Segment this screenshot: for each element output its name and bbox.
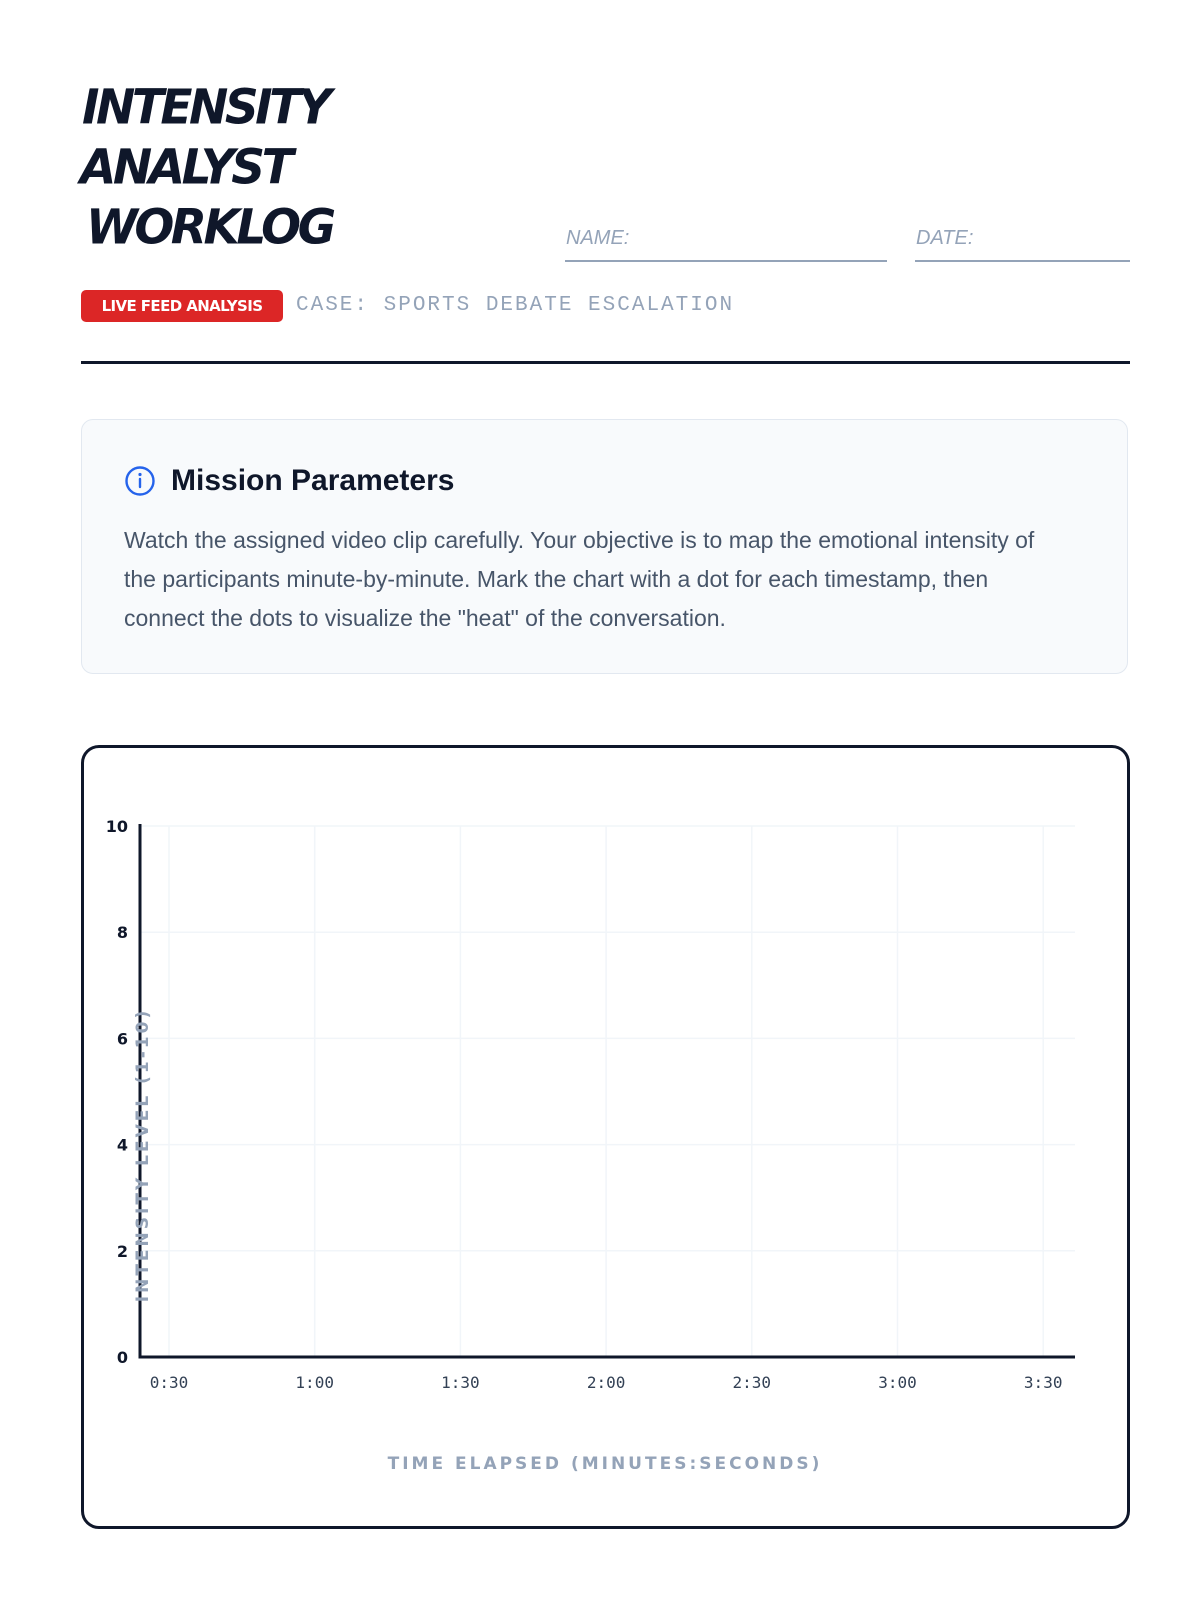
y-tick-label: 2 bbox=[116, 1241, 128, 1261]
x-tick-label: 0:30 bbox=[149, 1373, 189, 1392]
title-line: INTENSITY bbox=[82, 79, 329, 136]
y-tick-label: 8 bbox=[116, 923, 128, 943]
title-line: ANALYST bbox=[80, 139, 291, 196]
name-field[interactable] bbox=[565, 210, 887, 262]
name-label: NAME: bbox=[566, 227, 630, 249]
x-axis-label: TIME ELAPSED (MINUTES:SECONDS) bbox=[387, 1454, 823, 1474]
mission-parameters-box bbox=[81, 419, 1128, 674]
page-title bbox=[82, 78, 333, 258]
mission-title: Mission Parameters bbox=[171, 464, 455, 497]
title-line: WORKLOG bbox=[86, 199, 333, 256]
y-axis-label: INTENSITY LEVEL (1-10) bbox=[133, 1007, 153, 1303]
mission-description: Watch the assigned video clip carefully. Your objective is to map the emotional intensity of the participants minute-by-minute. Mark the chart with a dot for each timestamp, then connect the dots to visualize the "heat" of the conversation. bbox=[124, 527, 1035, 631]
date-field[interactable] bbox=[915, 210, 1130, 262]
mission-header bbox=[124, 464, 454, 498]
live-feed-badge: LIVE FEED ANALYSIS bbox=[81, 290, 283, 322]
case-label: CASE: SPORTS DEBATE ESCALATION bbox=[296, 294, 735, 317]
y-tick-label: 4 bbox=[116, 1135, 128, 1155]
intensity-chart-card[interactable] bbox=[81, 745, 1130, 1529]
info-icon bbox=[124, 465, 156, 497]
x-tick-label: 3:00 bbox=[878, 1373, 917, 1392]
y-tick-label: 6 bbox=[116, 1029, 128, 1049]
x-tick-label: 1:30 bbox=[441, 1373, 480, 1392]
date-label: DATE: bbox=[916, 227, 974, 249]
x-tick-label: 3:30 bbox=[1023, 1373, 1063, 1392]
x-tick-label: 2:00 bbox=[586, 1373, 626, 1392]
y-tick-label: 10 bbox=[105, 817, 128, 836]
y-tick-label: 0 bbox=[116, 1348, 128, 1367]
x-tick-label: 1:00 bbox=[295, 1373, 334, 1392]
x-tick-label: 2:30 bbox=[732, 1373, 772, 1392]
header-divider bbox=[81, 361, 1130, 364]
